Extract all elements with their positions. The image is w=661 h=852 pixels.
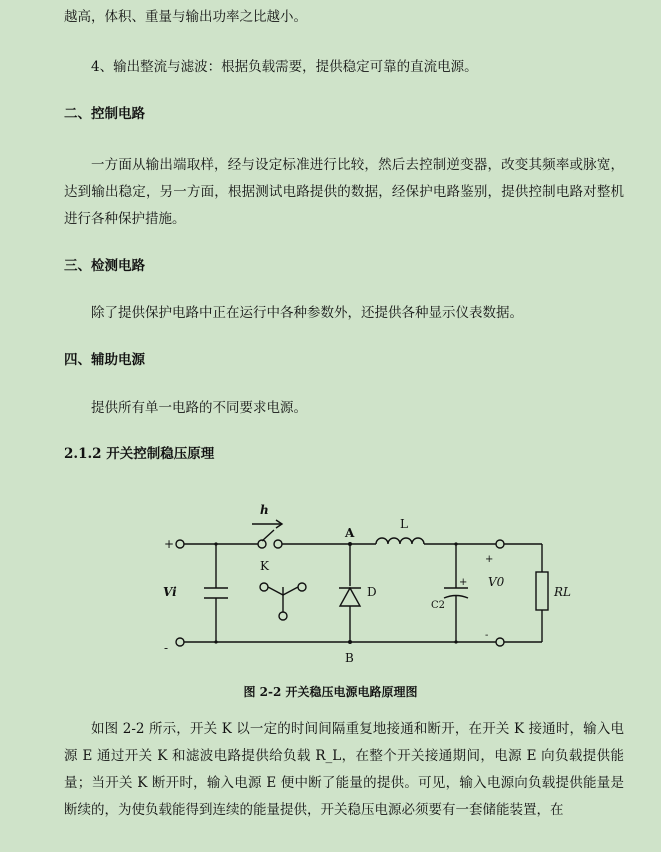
output-minus-sign: - xyxy=(485,630,489,641)
label-inductor-l: L xyxy=(400,517,408,531)
paragraph-auxiliary-power: 提供所有单一电路的不同要求电源。 xyxy=(91,400,307,416)
label-h: h xyxy=(260,503,269,517)
input-plus-sign: + xyxy=(164,537,175,551)
heading-auxiliary-power: 四、辅助电源 xyxy=(64,352,145,368)
figure-caption: 图 2-2 开关稳压电源电路原理图 xyxy=(243,685,418,699)
label-vo: V0 xyxy=(488,575,505,589)
capacitor-plus-sign: + xyxy=(459,577,468,588)
paragraph-detection-circuit: 除了提供保护电路中正在运行中各种参数外，还提供各种显示仪表数据。 xyxy=(91,305,523,321)
label-capacitor-c2: C2 xyxy=(431,600,446,611)
label-node-b: B xyxy=(345,651,354,665)
label-rl: RL xyxy=(554,585,572,599)
heading-control-circuit: 二、控制电路 xyxy=(64,106,145,122)
paragraph-rectifier-filter: 4、输出整流与滤波：根据负载需要，提供稳定可靠的直流电源。 xyxy=(91,59,478,75)
label-diode-d: D xyxy=(367,585,377,599)
section-heading-2-1-2: 2.1.2 开关控制稳压原理 xyxy=(64,446,215,462)
paragraph-control-circuit: 一方面从输出端取样，经与设定标准进行比较，然后去控制逆变器，改变其频率或脉宽，达到输出稳定，另一方面，根据测试电路提供的数据，经保护电路鉴别，提供控制电路对整机进行各种保护措施。 xyxy=(64,157,624,227)
label-switch-k: K xyxy=(260,559,269,573)
paragraph-continuation: 越高，体积、重量与输出功率之比越小。 xyxy=(64,9,307,25)
label-vi: Vi xyxy=(163,585,177,599)
circuit-diagram xyxy=(150,492,590,667)
paragraph-switching-principle: 如图 2-2 所示，开关 K 以一定的时间间隔重复地接通和断开，在开关 K 接通时，输入电源 E 通过开关 K 和滤波电路提供给负载 R_L，在整个开关接通期间，电源 E 向负载提供能量；当开关 K 断开时，输入电源 E 便中断了能量的提供。可见，输入电源向负载提供能量是断续的，为使负载能得到连续的能量提供，开关稳压电源必须要有一套储能装置，在 xyxy=(64,721,624,818)
output-plus-sign: + xyxy=(485,554,494,565)
label-node-a: A xyxy=(345,526,355,540)
input-minus-sign: - xyxy=(164,641,169,655)
heading-detection-circuit: 三、检测电路 xyxy=(64,258,145,274)
